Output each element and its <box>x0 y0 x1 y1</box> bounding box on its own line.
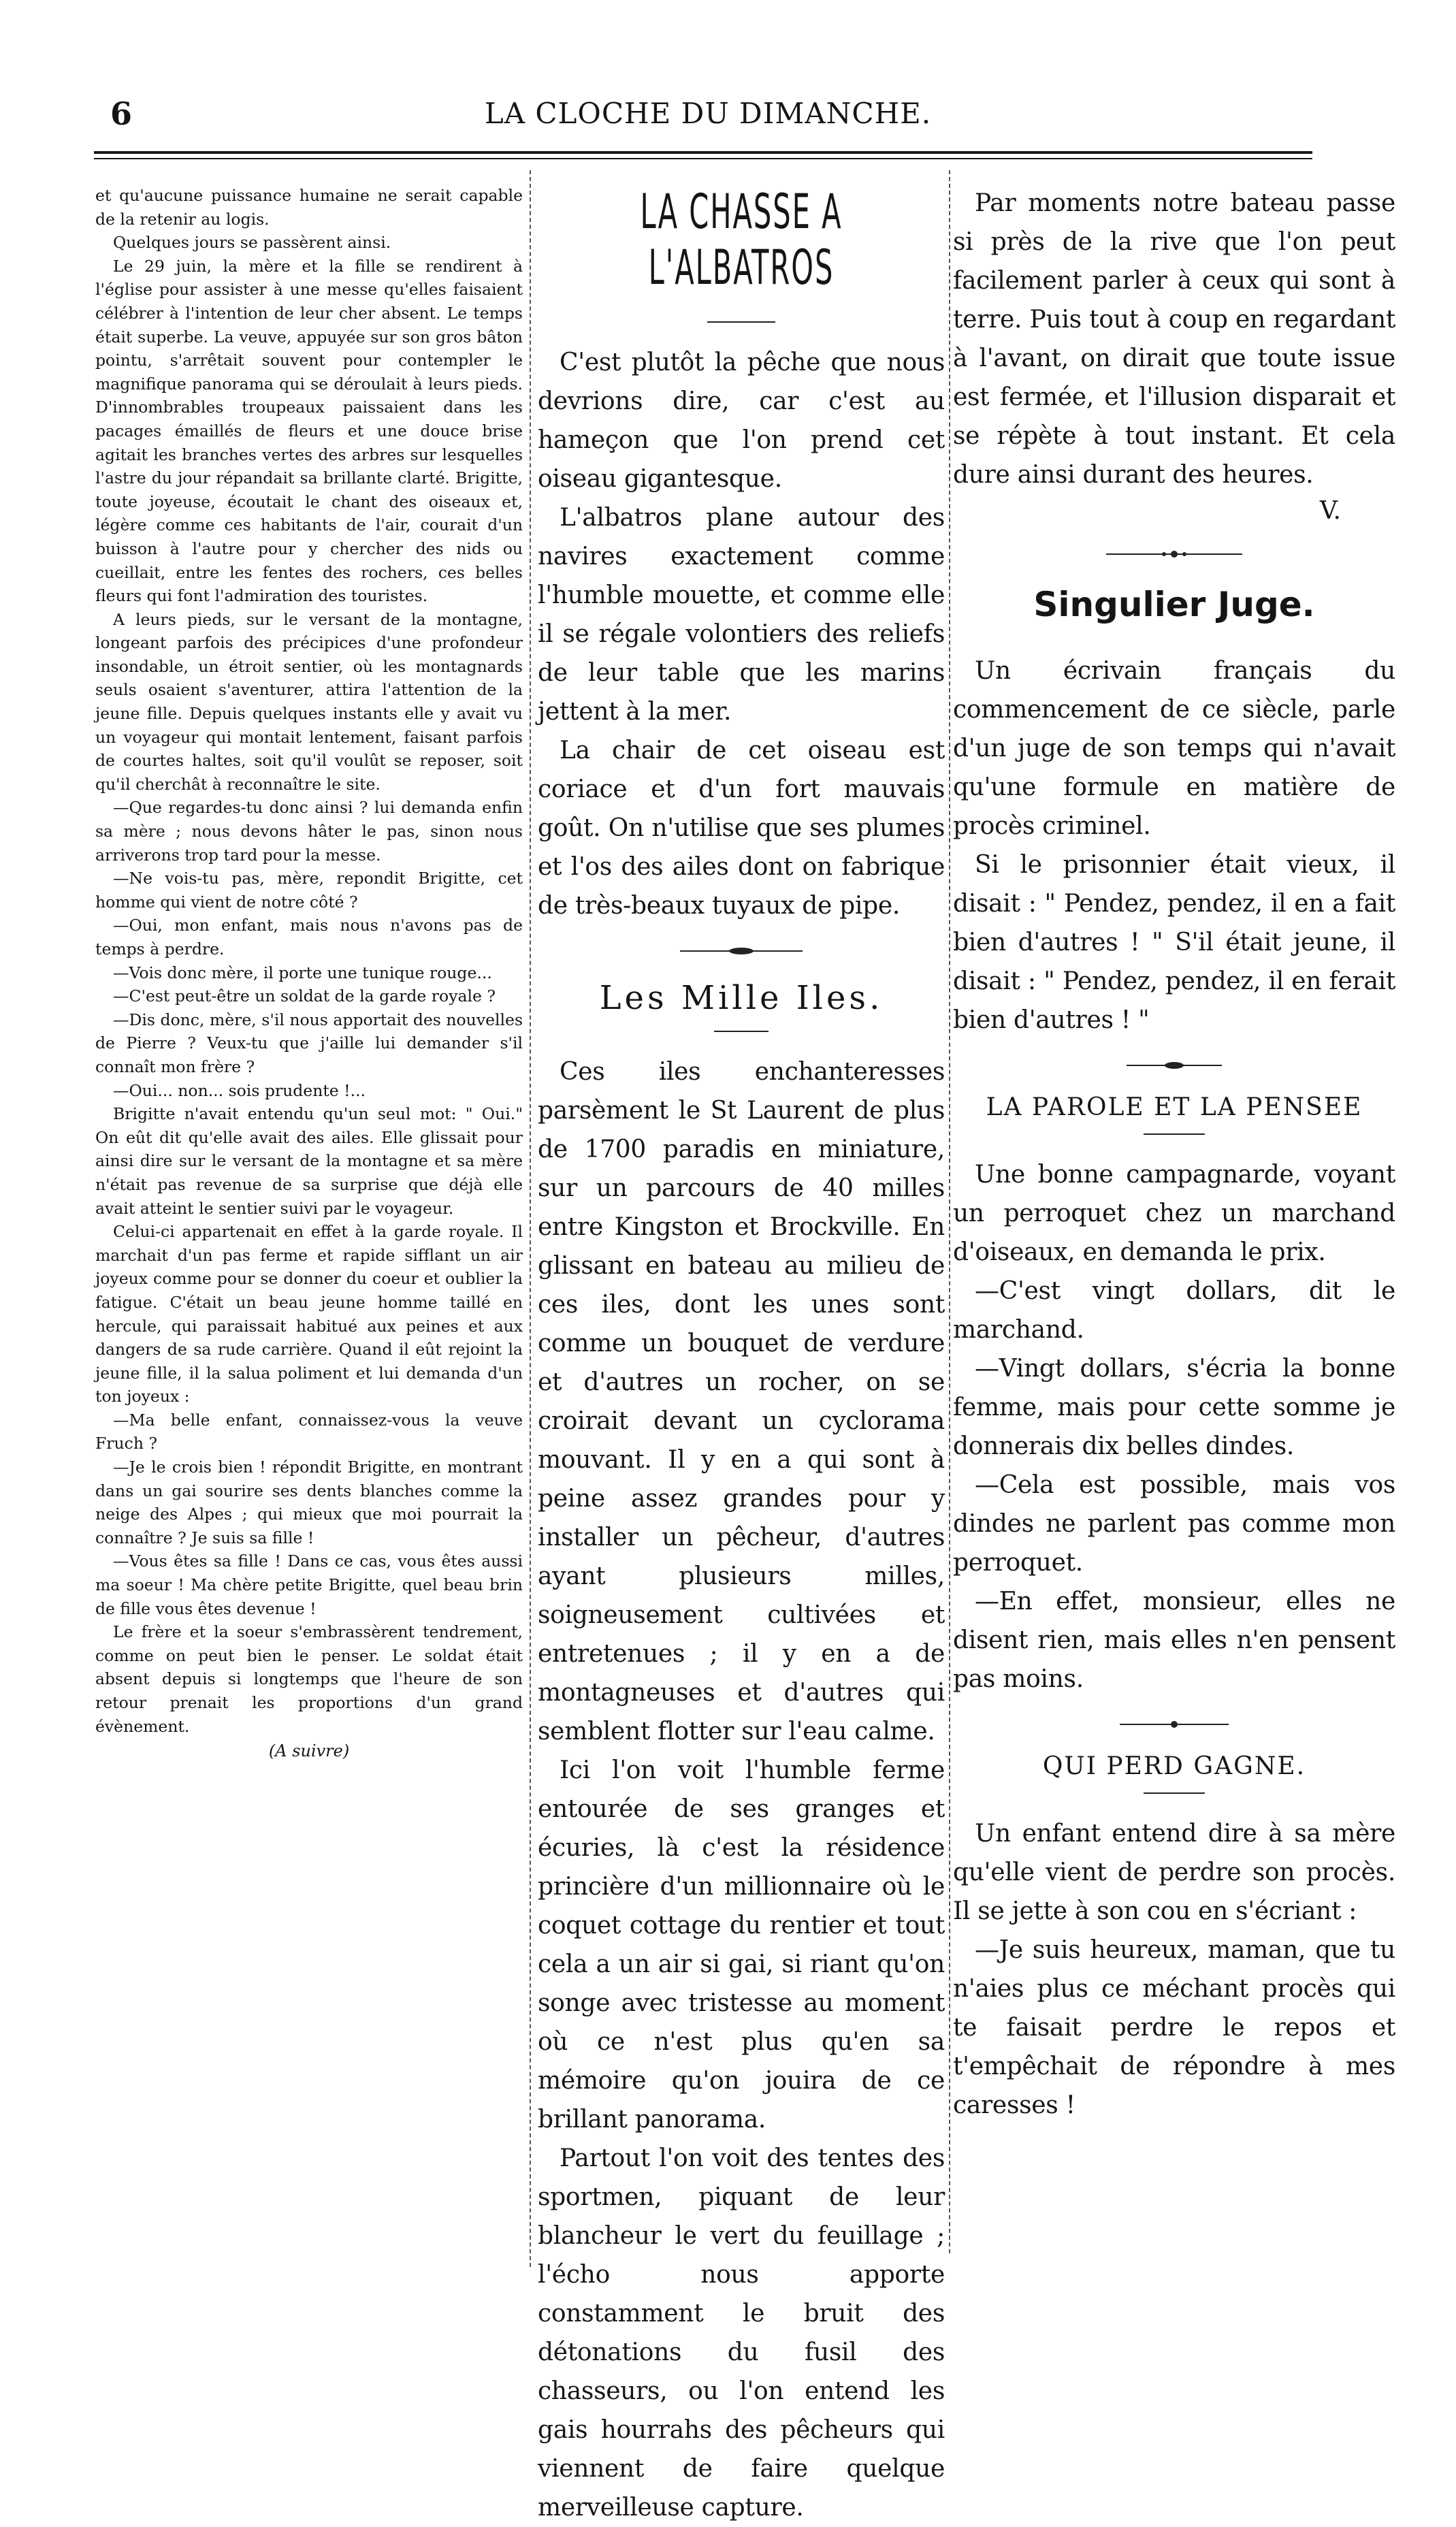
article-paragraph: Un enfant entend dire à sa mère qu'elle vient de perdre son procès. Il se jette à son cou en s'écriant : <box>953 1820 1395 1925</box>
story-paragraph: —Ma belle enfant, connaissez-vous la veuve Fruch ? <box>95 1410 523 1453</box>
story-paragraph: Brigitte n'avait entendu qu'un seul mot: " Oui." On eût dit qu'elle avait des ailes. Elle glissait pour ainsi dire sur le versant de la montagne et sa mère n'était pas revenue de sa surprise que déjà elle avait atteint le sentier suivi par le voyageur. <box>95 1104 523 1218</box>
section-divider-ornament <box>953 1060 1395 1073</box>
story-paragraph: Celui-ci appartenait en effet à la garde royale. Il marchait d'un pas ferme et rapide sifflant un air joyeux comme pour se donner du coeur et oublier la fatigue. C'était un beau jeune homme taillé en hercule, qui paraissait habitué aux peines et aux dangers de sa rude carrière. Quand il eût rejoint la jeune fille, il la salua poliment et lui demanda d'un ton joyeux : <box>95 1222 523 1406</box>
title-rule <box>1144 1133 1205 1135</box>
story-paragraph: Le frère et la soeur s'embrassèrent tendrement, comme on peut bien le penser. Le soldat était absent depuis si longtemps que l'heure de son retour prenait les proportions d'un grand évènement. <box>95 1622 523 1736</box>
article-paragraph: Si le prisonnier était vieux, il disait : " Pendez, pendez, il en a fait bien d'autres ! " S'il était jeune, il disait : " Pendez, pendez, il en ferait bien d'autres ! " <box>953 851 1395 1034</box>
article-paragraph: —C'est vingt dollars, dit le marchand. <box>953 1277 1395 1344</box>
story-paragraph: et qu'aucune puissance humaine ne serait capable de la retenir au logis. <box>95 186 523 229</box>
story-paragraph: —Vous êtes sa fille ! Dans ce cas, vous êtes aussi ma soeur ! Ma chère petite Brigitte, quel beau brin de fille vous êtes devenue ! <box>95 1551 523 1618</box>
article-paragraph: La chair de cet oiseau est coriace et d'un fort mauvais goût. On n'utilise que ses plumes et l'os des ailes dont on fabrique de très-beaux tuyaux de pipe. <box>538 737 945 920</box>
story-paragraph: Le 29 juin, la mère et la fille se rendirent à l'église pour assister à une messe qu'elles faisaient célébrer à l'intention de leur cher absent. Le temps était superbe. La veuve, appuyée sur son gros bâton pointu, s'arrêtait souvent pour contempler le magnifique panorama qui se déroulait à leurs pieds. D'innombrables troupeaux paissaient dans les pacages émaillés de fleurs et une douce brise agitait les branches vertes des arbres sur lesquelles l'astre du jour répandait sa brillante clarté. Brigitte, toute joyeuse, écoutait le chant des oiseaux et, légère comme ces habitants de l'air, courait d'un buisson à l'autre pour y chercher des nids ou cueillait, entre les fentes des rochers, ces belles fleurs qui font l'admiration des touristes. <box>95 256 523 606</box>
page-number: 6 <box>110 95 133 132</box>
title-rule <box>707 321 775 323</box>
article-paragraph: Un écrivain français du commencement de ce siècle, parle d'un juge de son temps qui n'avait qu'une formule en matière de procès criminel. <box>953 657 1395 840</box>
story-paragraph: —Dis donc, mère, s'il nous apportait des nouvelles de Pierre ? Veux-tu que j'aille lui demander s'il connaît mon frère ? <box>95 1010 523 1076</box>
article-title-qui-perd-gagne: QUI PERD GAGNE. <box>1042 1752 1306 1780</box>
story-paragraph: —C'est peut-être un soldat de la garde royale ? <box>113 986 496 1006</box>
article-paragraph: Ici l'on voit l'humble ferme entourée de ses granges et écuries, là c'est la résidence princière d'un millionnaire où le coquet cottage du rentier et tout cela a un air si gai, si riant qu'on songe avec tristesse au moment où ce n'est plus qu'en sa mémoire qu'on jouira de ce brillant panorama. <box>538 1756 945 2134</box>
column-articles-middle <box>538 184 945 2522</box>
story-paragraph: —Oui... non... sois prudente !... <box>113 1080 366 1100</box>
article-paragraph: Une bonne campagnarde, voyant un perroquet chez un marchand d'oiseaux, en demanda le prix. <box>953 1161 1395 1266</box>
column-articles-right <box>953 184 1395 2267</box>
article-paragraph: —Cela est possible, mais vos dindes ne parlent pas comme mon perroquet. <box>953 1471 1395 1577</box>
article-paragraph: Par moments notre bateau passe si près de la rive que l'on peut facilement parler à ceux qui sont à terre. Puis tout à coup en regardant à l'avant, on dirait que toute issue est fermée, et l'illusion disparait et se répète à tout instant. Et cela dure ainsi durant des heures. <box>953 189 1395 489</box>
article-paragraph: Ces iles enchanteresses parsèment le St Laurent de plus de 1700 paradis en miniature, sur un parcours de 40 milles entre Kingston et Brockville. En glissant en bateau au milieu de ces iles, dont les unes sont comme un bouquet de verdure et d'autres un rocher, on se croirait devant un cyclorama mouvant. Il y en a qui sont à peine assez grandes pour y installer un pêcheur, d'autres ayant plusieurs milles, soigneusement cultivées et entretenues ; il y en a de montagneuses et d'autres qui semblent flotter sur l'eau calme. <box>538 1058 945 1745</box>
story-paragraph: —Que regardes-tu donc ainsi ? lui demanda enfin sa mère ; nous devons hâter le pas, sinon nous arriverons trop tard pour la messe. <box>95 798 523 865</box>
article-title-parole-pensee: LA PAROLE ET LA PENSEE <box>986 1093 1363 1121</box>
running-title: LA CLOCHE DU DIMANCHE. <box>484 97 932 130</box>
article-paragraph: —Vingt dollars, s'écria la bonne femme, mais pour cette somme je donnerais dix belles dindes. <box>953 1355 1395 1460</box>
article-title-singulier-juge: Singulier Juge. <box>1033 585 1315 624</box>
story-paragraph: A leurs pieds, sur le versant de la montagne, longeant parfois des précipices d'une profondeur insondable, un étroit sentier, où les montagnards seuls osaient s'aventurer, attira l'attention de la jeune fille. Depuis quelques instants elle y avait vu un voyageur qui montait lentement, faisant parfois de courtes haltes, soit qu'il voulût se reposer, soit qu'il cherchât à reconnaître le site. <box>95 609 523 794</box>
article-paragraph: —En effet, monsieur, elles ne disent rien, mais elles n'en pensent pas moins. <box>953 1588 1395 1693</box>
column-serial-story <box>95 184 523 2267</box>
section-divider-ornament <box>953 549 1395 562</box>
article-title-albatros: LA CHASSE A L'ALBATROS <box>640 184 843 295</box>
article-paragraph: —Je suis heureux, maman, que tu n'aies plus ce méchant procès qui te faisait perdre le repos et t'empêchait de répondre à mes caresses ! <box>953 1936 1395 2119</box>
article-paragraph: Partout l'on voit des tentes des sportmen, piquant de leur blancheur le vert du feuillage ; l'écho nous apporte constamment le bruit des détonations du fusil des chasseurs, ou l'on entend les gais hourrahs des pêcheurs qui viennent de faire quelque merveilleuse capture. <box>538 2144 945 2522</box>
section-divider-ornament <box>953 1719 1395 1732</box>
title-rule <box>1144 1792 1205 1794</box>
story-paragraph: —Je le crois bien ! répondit Brigitte, en montrant dans un gai sourire ses dents blanches comme la neige des Alpes ; qui mieux que moi pourrait la connaître ? Je suis sa fille ! <box>95 1458 523 1547</box>
article-paragraph: L'albatros plane autour des navires exactement comme l'humble mouette, et comme elle il se régale volontiers des reliefs de leur table que les marins jettent à la mer. <box>538 504 945 726</box>
story-paragraph: —Vois donc mère, il porte une tunique rouge... <box>113 963 492 982</box>
story-paragraph: Quelques jours se passèrent ainsi. <box>113 233 391 253</box>
article-paragraph: C'est plutôt la pêche que nous devrions dire, car c'est au hameçon que l'on prend cet oiseau gigantesque. <box>538 349 945 493</box>
page-header <box>102 82 1314 132</box>
story-paragraph: —Oui, mon enfant, mais nous n'avons pas de temps à perdre. <box>95 916 523 959</box>
to-be-continued: (A suivre) <box>268 1741 350 1761</box>
header-rule-thick <box>94 151 1312 154</box>
article-title-mille-iles: Les Mille Iles. <box>599 979 884 1017</box>
title-rule <box>714 1031 769 1032</box>
article-signature: V. <box>1319 497 1341 525</box>
section-divider-ornament <box>538 946 945 959</box>
story-paragraph: —Ne vois-tu pas, mère, repondit Brigitte, cet homme qui vient de notre côté ? <box>95 869 523 912</box>
column-separator-1 <box>530 170 531 2267</box>
header-rule-thin <box>94 158 1312 159</box>
column-separator-2 <box>949 170 950 2253</box>
